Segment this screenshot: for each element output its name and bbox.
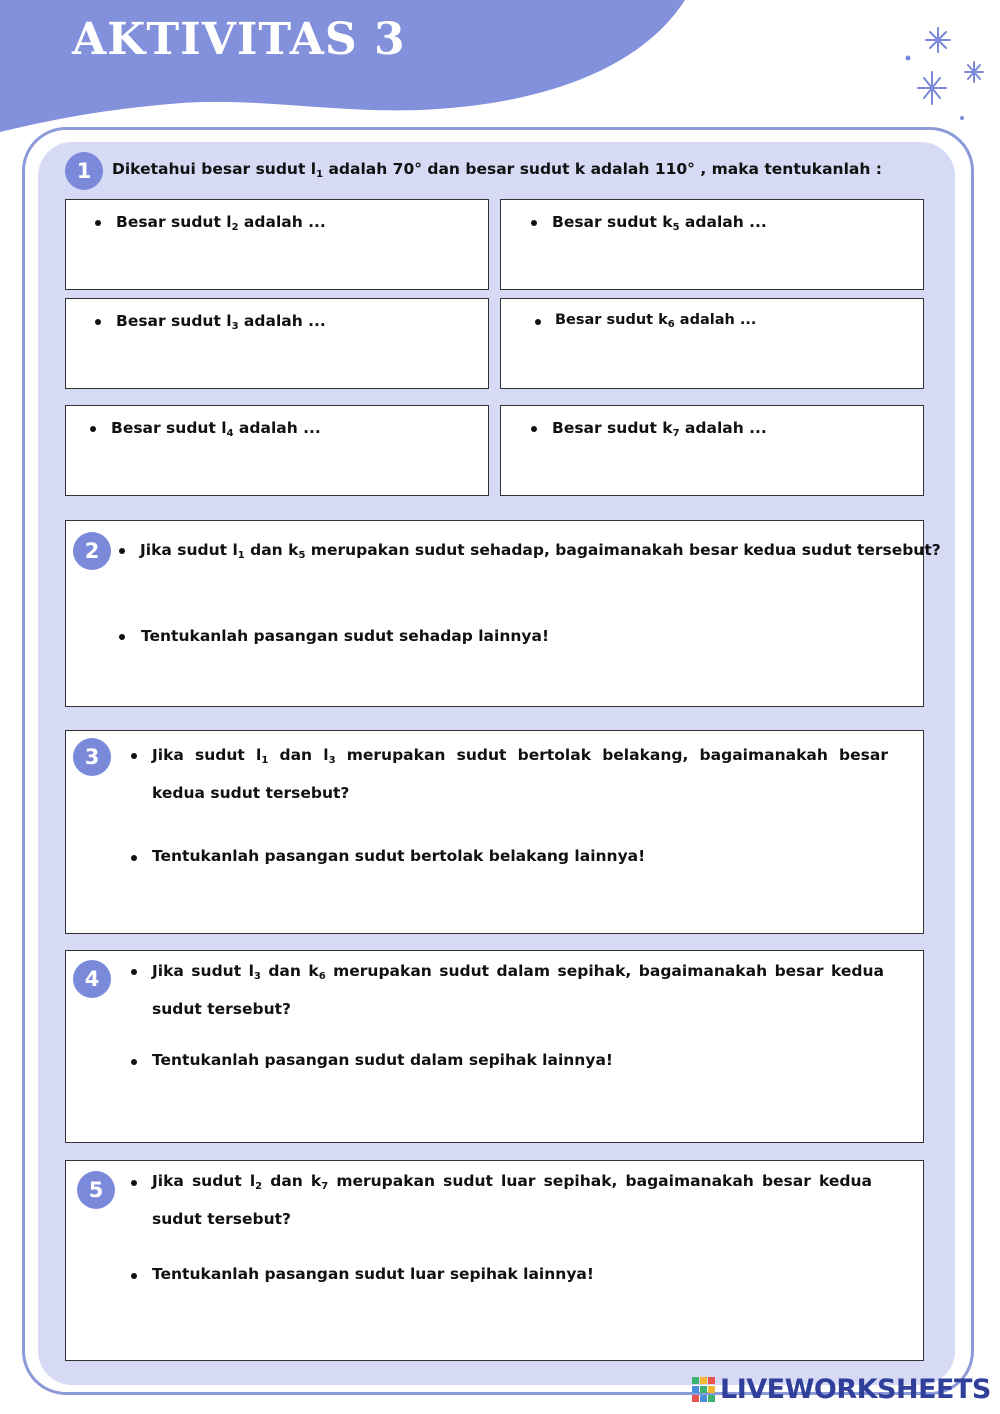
question-2-number: 2 <box>73 532 111 570</box>
question-5b: Tentukanlah pasangan sudut luar sepihak lainnya! <box>152 1265 594 1283</box>
prompt-l4: Besar sudut $l_4$ adalah ... <box>111 419 321 439</box>
question-4-number: 4 <box>73 960 111 998</box>
sparkle-icon <box>890 20 990 120</box>
question-4a: Jika sudut $l_3$ dan $k_6$ merupakan sudut dalam sepihak, bagaimanakah besar kedua sudut tersebut? <box>152 962 884 1018</box>
prompt-k6: Besar sudut $k_6$ adalah ... <box>555 312 757 330</box>
question-1-number: 1 <box>65 152 103 190</box>
question-3b: Tentukanlah pasangan sudut bertolak belakang lainnya! <box>152 847 646 865</box>
prompt-l2: Besar sudut $l_2$ adalah ... <box>116 213 326 233</box>
question-3-number: 3 <box>73 738 111 776</box>
prompt-l3: Besar sudut $l_3$ adalah ... <box>116 312 326 332</box>
question-4-box[interactable] <box>65 950 924 1143</box>
question-2-box[interactable] <box>65 520 941 707</box>
prompt-k7: Besar sudut $k_7$ adalah ... <box>552 419 767 439</box>
bullet <box>131 753 137 759</box>
question-2b: Tentukanlah pasangan sudut sehadap lainnya! <box>141 627 550 645</box>
bullet <box>119 548 125 554</box>
answer-box-k7[interactable] <box>500 405 924 496</box>
bullet <box>95 319 101 325</box>
prompt-k5: Besar sudut $k_5$ adalah ... <box>552 213 767 233</box>
answer-box-k5[interactable] <box>500 199 924 290</box>
question-5a: Jika sudut $l_2$ dan $k_7$ merupakan sudut luar sepihak, bagaimanakah besar kedua sudut tersebut? <box>152 1172 872 1228</box>
bullet <box>131 969 137 975</box>
question-5-box[interactable] <box>65 1160 924 1361</box>
bullet <box>531 220 537 226</box>
question-3a: Jika sudut $l_1$ dan $l_3$ merupakan sudut bertolak belakang, bagaimanakah besar kedua sudut tersebut? <box>152 746 888 802</box>
bullet <box>131 1273 137 1279</box>
question-4b: Tentukanlah pasangan sudut dalam sepihak lainnya! <box>152 1051 613 1069</box>
question-3-box[interactable] <box>65 730 924 934</box>
bullet <box>131 855 137 861</box>
answer-box-k6[interactable] <box>500 298 924 389</box>
bullet <box>535 319 541 325</box>
bullet <box>531 426 537 432</box>
liveworksheets-brand: LIVEWORKSHEETS <box>720 1374 991 1405</box>
bullet <box>131 1180 137 1186</box>
answer-box-l4[interactable] <box>65 405 489 496</box>
bullet <box>95 220 101 226</box>
page-title: AKTIVITAS 3 <box>72 14 406 65</box>
bullet <box>90 426 96 432</box>
answer-box-l2[interactable] <box>65 199 489 290</box>
answer-box-l3[interactable] <box>65 298 489 389</box>
question-1-intro: Diketahui besar sudut $l_1$ adalah 70° dan besar sudut k adalah 110° , maka tentukanlah : <box>112 160 882 180</box>
question-2a: Jika sudut $l_1$ dan $k_5$ merupakan sudut sehadap, bagaimanakah besar kedua sudut tersebut? <box>140 541 941 561</box>
liveworksheets-logo-icon <box>692 1377 716 1403</box>
liveworksheets-logo <box>692 1374 991 1405</box>
question-5-number: 5 <box>77 1171 115 1209</box>
bullet <box>119 634 125 640</box>
bullet <box>131 1059 137 1065</box>
